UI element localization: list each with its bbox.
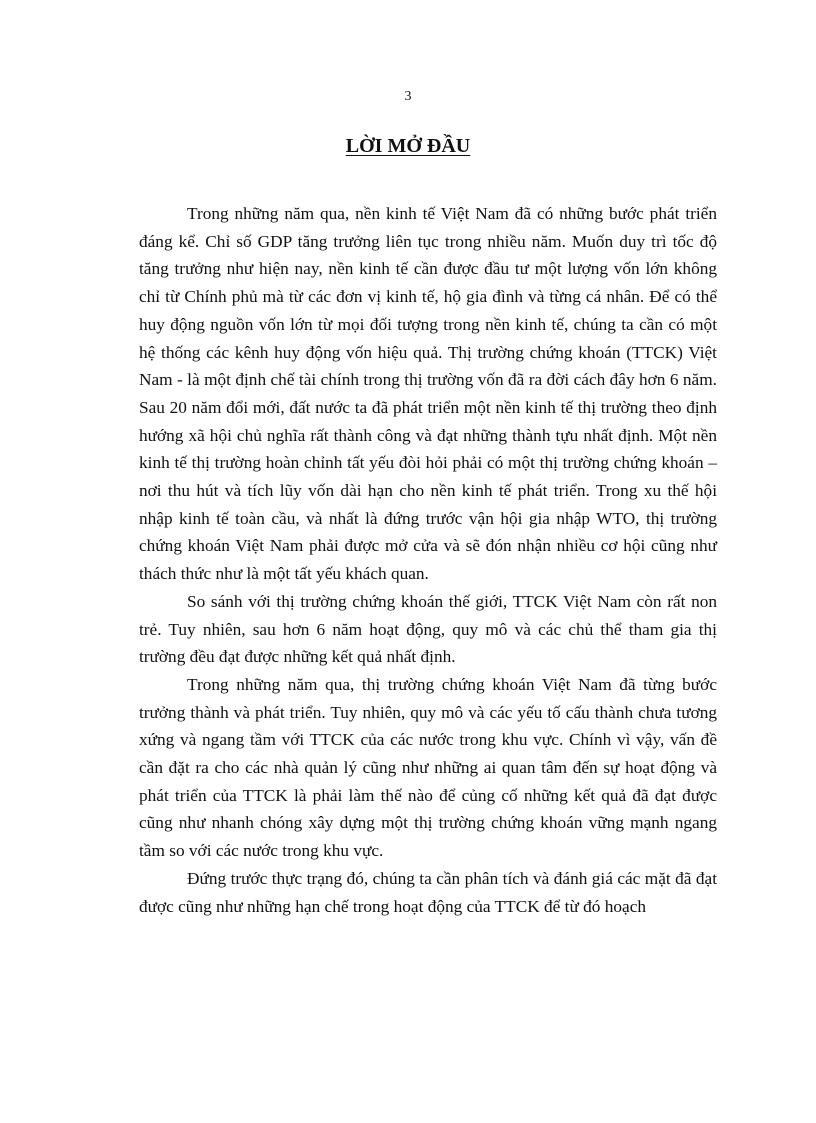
page-number: 3 bbox=[404, 89, 412, 104]
body-text bbox=[139, 200, 717, 920]
paragraph-1: Trong những năm qua, nền kinh tế Việt Nam đã có những bước phát triển đáng kể. Chỉ số GDP tăng trưởng liên tục trong nhiều năm. Muốn duy trì tốc độ tăng trưởng như hiện nay, nền kinh tế cần được đầu tư một lượng vốn lớn không chỉ từ Chính phủ mà từ các đơn vị kinh tế, hộ gia đình và từng cá nhân. Để có thể huy động nguồn vốn lớn từ mọi đối tượng trong nền kinh tế, chúng ta cần có một hệ thống các kênh huy động vốn hiệu quả. Thị trường chứng khoán (TTCK) Việt Nam - là một định chế tài chính trong thị trường vốn đã ra đời cách đây hơn 6 năm. Sau 20 năm đổi mới, đất nước ta đã phát triển một nền kinh tế thị trường theo định hướng xã hội chủ nghĩa rất thành công và đạt những thành tựu nhất định. Một nền kinh tế thị trường hoàn chỉnh tất yếu đòi hỏi phải có một thị trường chứng khoán – nơi thu hút và tích lũy vốn dài hạn cho nền kinh tế phát triển. Trong xu thế hội nhập kinh tế toàn cầu, và nhất là đứng trước vận hội gia nhập WTO, thị trường chứng khoán Việt Nam phải được mở cửa và sẽ đón nhận nhiều cơ hội cũng như thách thức như là một tất yếu khách quan. bbox=[139, 204, 717, 584]
page-title: LỜI MỞ ĐẦU bbox=[345, 135, 471, 157]
paragraph-4: Đứng trước thực trạng đó, chúng ta cần phân tích và đánh giá các mặt đã đạt được cũng như những hạn chế trong hoạt động của TTCK để từ đó hoạch bbox=[139, 868, 717, 916]
paragraph-2: So sánh với thị trường chứng khoán thế giới, TTCK Việt Nam còn rất non trẻ. Tuy nhiên, sau hơn 6 năm hoạt động, quy mô và các chủ thể tham gia thị trường đều đạt được những kết quả nhất định. bbox=[139, 591, 717, 667]
paragraph-3: Trong những năm qua, thị trường chứng khoán Việt Nam đã từng bước trưởng thành và phát triển. Tuy nhiên, quy mô và các yếu tố cấu thành chưa tương xứng và ngang tầm với TTCK của các nước trong khu vực. Chính vì vậy, vấn đề cần đặt ra cho các nhà quản lý cũng như những ai quan tâm đến sự hoạt động và phát triển của TTCK là phải làm thế nào để củng cố những kết quả đã đạt được cũng như nhanh chóng xây dựng một thị trường chứng khoán vững mạnh ngang tầm so với các nước trong khu vực. bbox=[139, 674, 717, 861]
